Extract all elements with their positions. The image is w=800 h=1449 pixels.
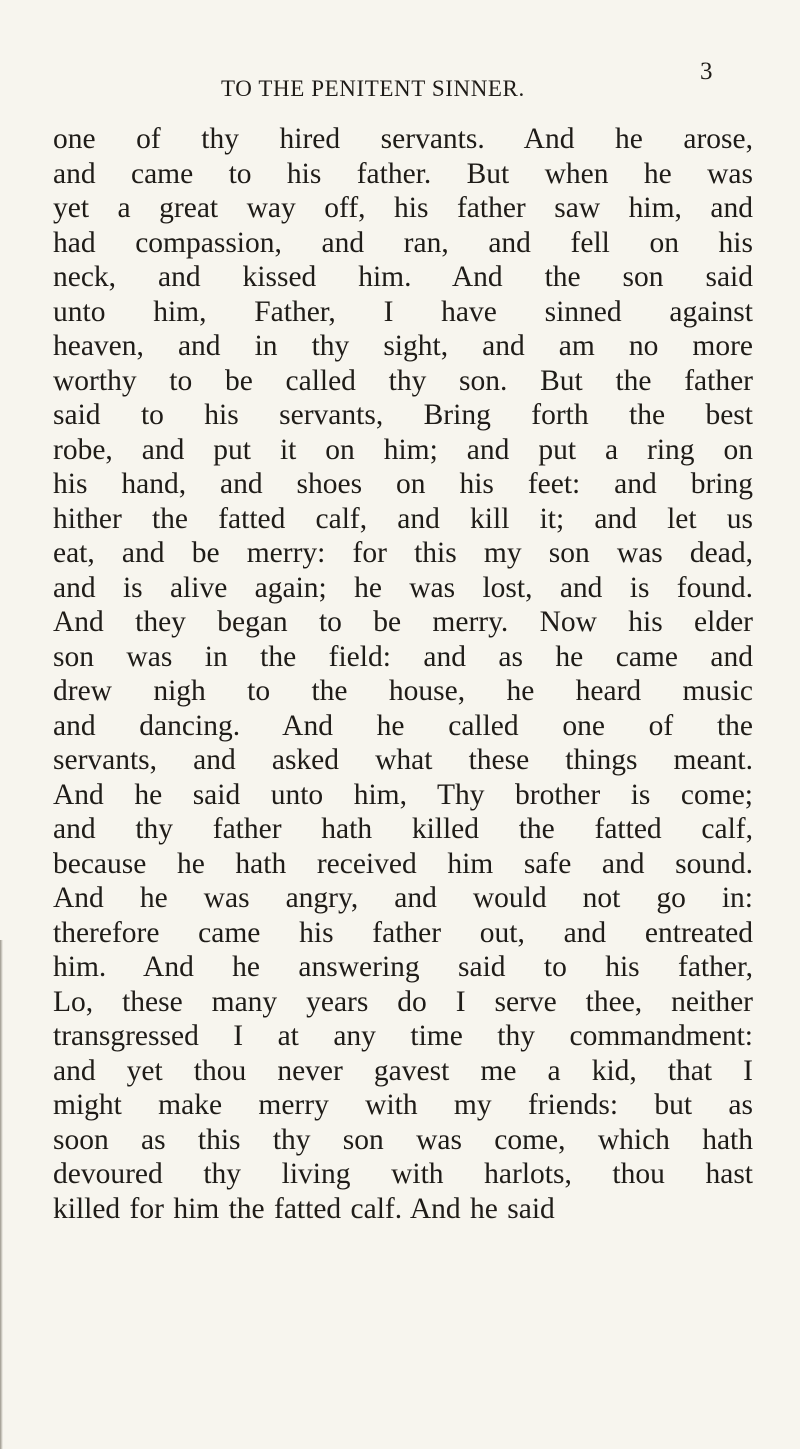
- text-line: neck, and kissed him. And the son said: [53, 261, 753, 293]
- text-line: drew nigh to the house, he heard music: [53, 675, 753, 707]
- text-line: robe, and put it on him; and put a ring on: [53, 433, 753, 466]
- text-line: devoured thy living with harlots, thou hast: [53, 1158, 753, 1190]
- text-line: unto him, Father, I have sinned against: [53, 295, 753, 328]
- text-line: transgressed I at any time thy commandment:: [53, 1020, 753, 1052]
- text-line: had compassion, and ran, and fell on his: [53, 226, 753, 259]
- text-line: servants, and asked what these things meant.: [53, 744, 753, 776]
- text-line: might make merry with my friends: but as: [53, 1089, 753, 1121]
- text-line: And they began to be merry. Now his elder: [53, 606, 753, 638]
- text-line: soon as this thy son was come, which hath: [53, 1123, 753, 1156]
- text-line: said to his servants, Bring forth the best: [53, 399, 753, 431]
- page-edge-shadow: [0, 940, 3, 1449]
- body-text: [53, 122, 753, 1226]
- text-line: because he hath received him safe and sound.: [53, 847, 753, 880]
- running-head: TO THE PENITENT SINNER.: [221, 76, 525, 101]
- text-line: Lo, these many years do I serve thee, neither: [53, 985, 753, 1018]
- text-line: And he said unto him, Thy brother is come;: [53, 778, 753, 811]
- text-line: and yet thou never gavest me a kid, that I: [53, 1054, 753, 1087]
- text-line: son was in the field: and as he came and: [53, 640, 753, 673]
- text-line: him. And he answering said to his father,: [53, 951, 753, 983]
- text-line: and came to his father. But when he was: [53, 157, 753, 190]
- text-line: and is alive again; he was lost, and is found.: [53, 571, 753, 604]
- text-line: yet a great way off, his father saw him, and: [53, 192, 753, 224]
- text-line: heaven, and in thy sight, and am no more: [53, 330, 753, 362]
- text-line: and thy father hath killed the fatted calf,: [53, 813, 753, 845]
- text-line: hither the fatted calf, and kill it; and let us: [53, 502, 753, 535]
- text-line: therefore came his father out, and entreated: [53, 916, 753, 949]
- text-line: worthy to be called thy son. But the father: [53, 364, 753, 397]
- text-line: eat, and be merry: for this my son was dead,: [53, 537, 753, 569]
- text-line: his hand, and shoes on his feet: and bring: [53, 468, 753, 500]
- page-header: [0, 58, 800, 110]
- text-line: one of thy hired servants. And he arose,: [53, 123, 753, 155]
- page-number: 3: [700, 58, 713, 85]
- text-line: killed for him the fatted calf. And he said: [53, 1192, 555, 1225]
- text-line: and dancing. And he called one of the: [53, 709, 753, 742]
- text-line: And he was angry, and would not go in:: [53, 882, 753, 914]
